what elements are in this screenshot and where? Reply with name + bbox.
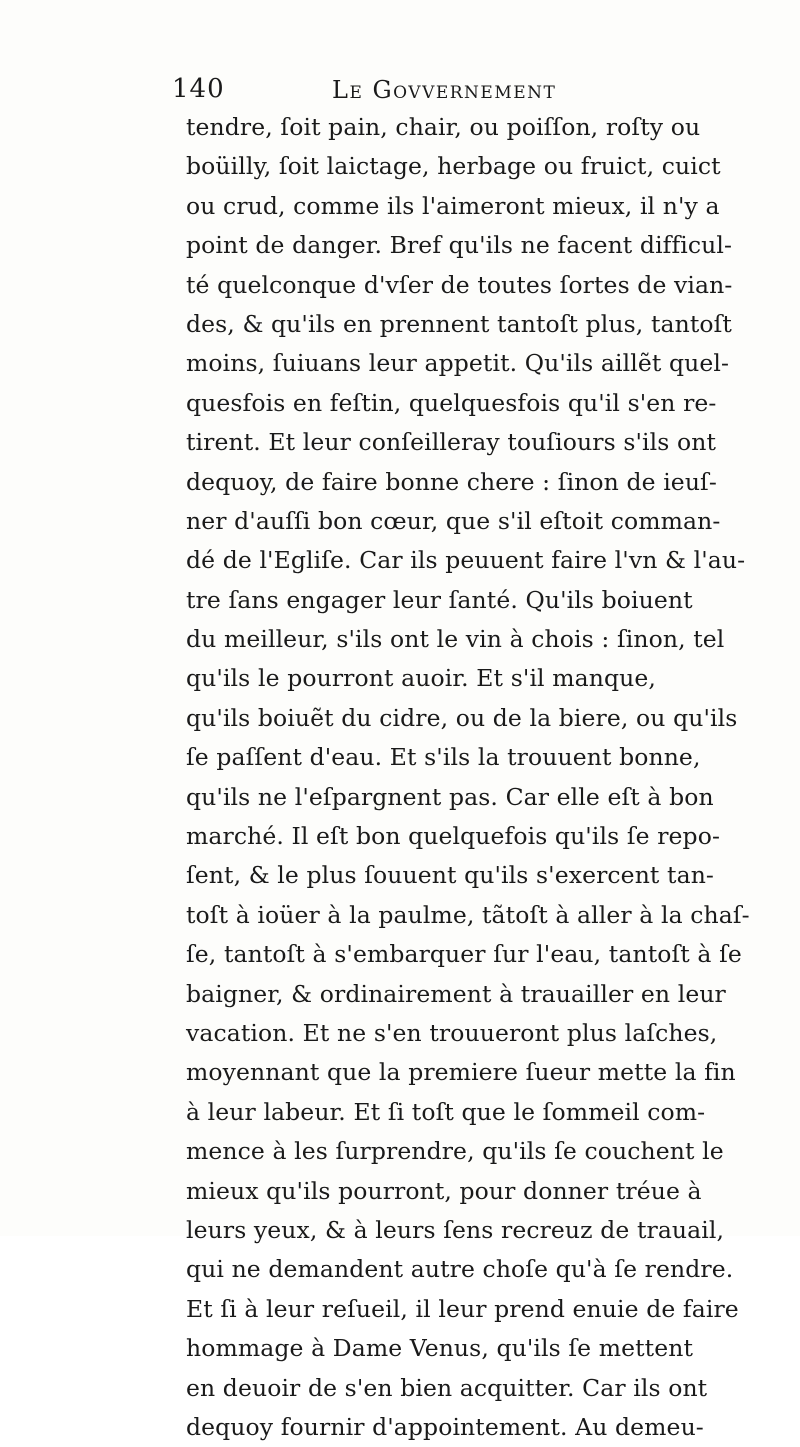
body-text: [186, 108, 750, 1447]
page-number: 140: [172, 74, 225, 104]
text-line: qu'ils ne l'eſpargnent pas. Car elle eſt à bon: [186, 782, 714, 811]
text-line: dequoy, de faire bonne chere : ſinon de ieuſ-: [186, 467, 717, 496]
text-line: ſent, & le plus ſouuent qu'ils s'exercent tan-: [186, 861, 714, 890]
text-line: mieux qu'ils pourront, pour donner tréue à: [186, 1176, 702, 1205]
text-line: qu'ils boiuẽt du cidre, ou de la biere, ou qu'ils: [186, 703, 738, 732]
text-line: boüilly, ſoit laictage, herbage ou fruict, cuict: [186, 152, 721, 181]
page-header: [172, 70, 672, 110]
text-line: qu'ils le pourront auoir. Et s'il manque,: [186, 664, 656, 693]
text-line: vacation. Et ne s'en trouueront plus laſches,: [186, 1018, 718, 1047]
text-line: leurs yeux, & à leurs ſens recreuz de trauail,: [186, 1215, 725, 1244]
text-line: ner d'auſſi bon cœur, que s'il eſtoit comman-: [186, 506, 721, 535]
text-line: ſe, tantoſt à s'embarquer ſur l'eau, tantoſt à ſe: [186, 940, 742, 969]
text-line: moyennant que la premiere ſueur mette la fin: [186, 1058, 736, 1087]
text-line: ſe paſſent d'eau. Et s'ils la trouuent bonne,: [186, 743, 701, 772]
text-line: point de danger. Bref qu'ils ne facent difficul-: [186, 231, 733, 260]
text-line: des, & qu'ils en prennent tantoſt plus, tantoſt: [186, 309, 732, 338]
text-line: tre ſans engager leur ſanté. Qu'ils boiuent: [186, 585, 693, 614]
text-line: té quelconque d'vſer de toutes ſortes de vian-: [186, 270, 733, 299]
text-line: Et ſi à leur reſueil, il leur prend enuie de faire: [186, 1294, 739, 1323]
text-line: en deuoir de s'en bien acquitter. Car ils ont: [186, 1373, 708, 1402]
text-line: toſt à ioüer à la paulme, tãtoſt à aller à la chaſ-: [186, 900, 750, 929]
text-line: baigner, & ordinairement à trauailler en leur: [186, 979, 726, 1008]
running-head: Le Govvernement: [332, 76, 557, 104]
text-line: marché. Il eſt bon quelquefois qu'ils ſe repo-: [186, 822, 720, 851]
text-line: tendre, ſoit pain, chair, ou poiſſon, roſty ou: [186, 113, 701, 141]
text-line: du meilleur, s'ils ont le vin à chois : ſinon, tel: [186, 625, 725, 654]
text-line: hommage à Dame Venus, qu'ils ſe mettent: [186, 1334, 694, 1363]
text-line: mence à les ſurprendre, qu'ils ſe couchent le: [186, 1137, 724, 1166]
text-line: ou crud, comme ils l'aimeront mieux, il n'y a: [186, 191, 720, 220]
text-line: dequoy fournir d'appointement. Au demeu-: [186, 1412, 704, 1441]
text-line: quesfois en feſtin, quelquesfois qu'il s'en re-: [186, 388, 717, 417]
text-line: tirent. Et leur conſeilleray touſiours s'ils ont: [186, 428, 717, 457]
text-line: dé de l'Egliſe. Car ils peuuent faire l'vn & l'au-: [186, 546, 746, 575]
text-line: qui ne demandent autre choſe qu'à ſe rendre.: [186, 1255, 734, 1284]
text-line: à leur labeur. Et ſi toſt que le ſommeil com-: [186, 1097, 706, 1126]
text-line: moins, ſuiuans leur appetit. Qu'ils aillẽt quel-: [186, 349, 729, 378]
